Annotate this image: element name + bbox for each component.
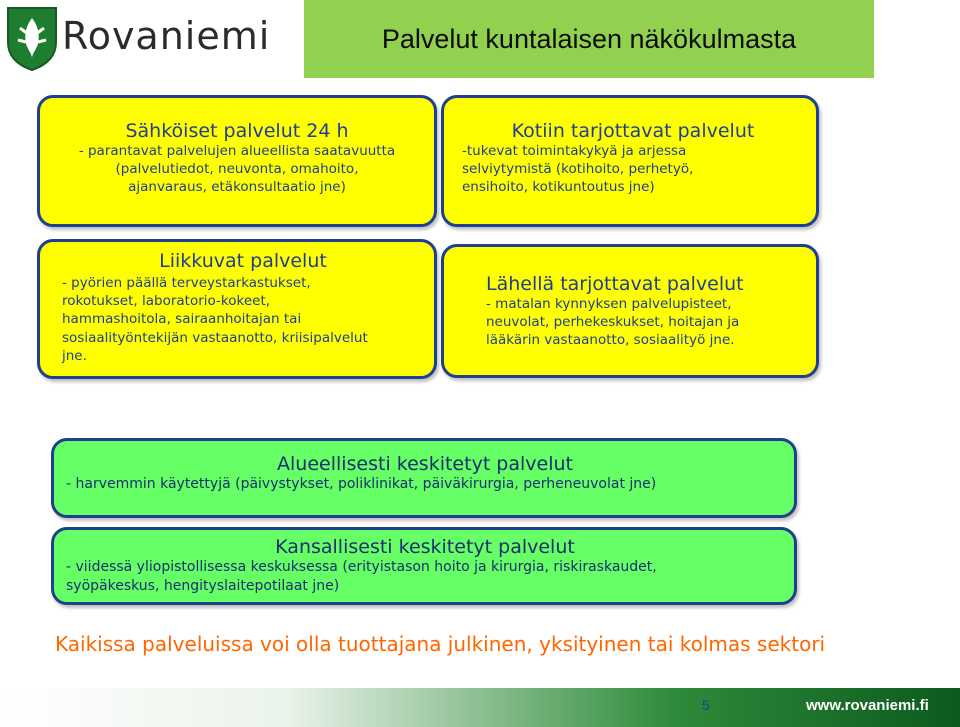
box-line: rokotukset, laboratorio-kokeet,	[62, 293, 271, 310]
box-line: syöpäkeskus, hengityslaitepotilaat jne)	[66, 577, 340, 594]
box-line: - viidessä yliopistollisessa keskuksessa (erityistason hoito ja kirurgia, riskiraskaudet,	[66, 559, 657, 575]
logo-wordmark: Rovaniemi	[62, 14, 271, 58]
box-line: lääkärin vastaanotto, sosiaalityö jne.	[486, 332, 735, 349]
box-line: neuvolat, perhekeskukset, hoitajan ja	[486, 314, 740, 331]
box-line: jne.	[62, 347, 87, 364]
box-line: selviytymistä (kotihoito, perhetyö,	[462, 161, 694, 178]
box-title: Kansallisesti keskitetyt palvelut	[275, 536, 575, 558]
footer-note: Kaikissa palveluissa voi olla tuottajana julkinen, yksityinen tai kolmas sektori	[55, 632, 826, 656]
box-title: Kotiin tarjottavat palvelut	[511, 120, 755, 142]
box-line: -tukevat toimintakykyä ja arjessa	[462, 143, 687, 159]
national-services-box	[51, 527, 797, 605]
box-title: Lähellä tarjottavat palvelut	[486, 273, 744, 295]
page-title: Palvelut kuntalaisen näkökulmasta	[381, 23, 797, 54]
rovaniemi-logo	[0, 0, 290, 80]
box-line: sosiaalityöntekijän vastaanotto, kriisipalvelut	[62, 329, 368, 346]
box-title: Liikkuvat palvelut	[159, 250, 327, 272]
home-services-box	[441, 95, 819, 227]
box-line: hammashoitola, sairaanhoitajan tai	[62, 311, 302, 328]
electronic-services-box	[37, 95, 437, 227]
box-line: (palvelutiedot, neuvonta, omahoito,	[115, 161, 359, 178]
box-line: - matalan kynnyksen palvelupisteet,	[486, 296, 732, 312]
regional-services-box	[51, 438, 797, 518]
box-line: ensihoito, kotikuntoutus jne)	[462, 179, 655, 196]
title-bar	[304, 0, 874, 78]
box-line: ajanvaraus, etäkonsultaatio jne)	[128, 179, 346, 196]
nearby-services-box	[441, 244, 819, 378]
box-line: - pyörien päällä terveystarkastukset,	[62, 275, 311, 291]
mobile-services-box	[37, 239, 437, 379]
box-line: - parantavat palvelujen alueellista saatavuutta	[78, 143, 396, 159]
coat-of-arms-icon	[4, 4, 60, 74]
site-url[interactable]: www.rovaniemi.fi	[806, 697, 929, 714]
page-number: 5	[702, 697, 710, 713]
box-title: Sähköiset palvelut 24 h	[125, 120, 349, 142]
box-title: Alueellisesti keskitetyt palvelut	[277, 453, 573, 475]
box-line: - harvemmin käytettyjä (päivystykset, poliklinikat, päiväkirurgia, perheneuvolat jne)	[66, 476, 657, 492]
